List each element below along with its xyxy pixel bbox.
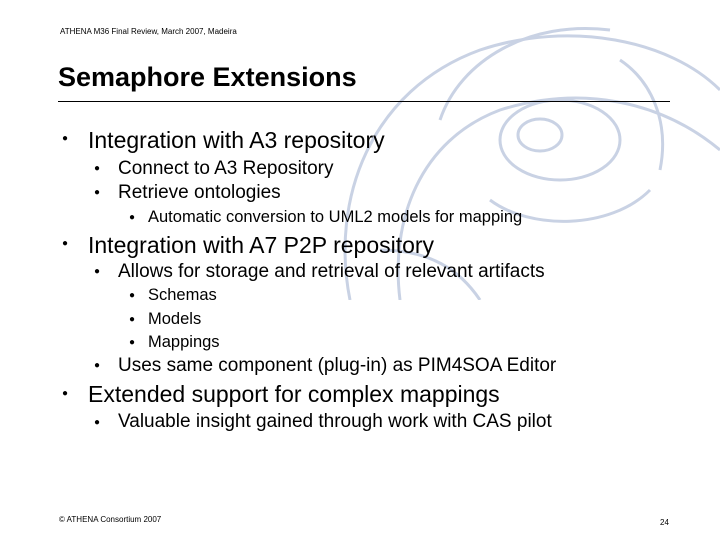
bullet-cas-pilot: Valuable insight gained through work with CAS pilot <box>118 411 552 432</box>
title-divider <box>58 101 670 102</box>
bullet-icon: ● <box>129 314 136 325</box>
bullet-icon: ● <box>94 163 101 174</box>
slide-title: Semaphore Extensions <box>58 62 357 92</box>
bullet-same-component: Uses same component (plug-in) as PIM4SOA Editor <box>118 355 557 376</box>
footer-copyright: © ATHENA Consortium 2007 <box>59 515 162 524</box>
bullet-icon: ● <box>94 360 101 371</box>
bullet-icon: ● <box>129 337 136 348</box>
bullet-storage-retrieval: Allows for storage and retrieval of relevant artifacts <box>118 261 545 282</box>
bullet-mappings: Mappings <box>148 333 220 351</box>
bullet-models: Models <box>148 310 202 328</box>
header-note: ATHENA M36 Final Review, March 2007, Madeira <box>60 27 237 36</box>
bullet-icon: ● <box>94 266 101 277</box>
bullet-retrieve-ontologies: Retrieve ontologies <box>118 182 281 203</box>
bullet-icon: ● <box>62 388 69 399</box>
bullet-icon: ● <box>129 290 136 301</box>
bullet-a3-repository: Integration with A3 repository <box>88 127 385 153</box>
bullet-connect-a3: Connect to A3 Repository <box>118 158 334 179</box>
bullet-icon: ● <box>62 133 69 144</box>
bullet-icon: ● <box>94 417 101 428</box>
bullet-schemas: Schemas <box>148 286 217 304</box>
bullet-icon: ● <box>62 238 69 249</box>
bullet-automatic-conversion: Automatic conversion to UML2 models for mapping <box>148 208 523 226</box>
bullet-a7-repository: Integration with A7 P2P repository <box>88 232 435 258</box>
page-number: 24 <box>660 518 669 527</box>
bullet-icon: ● <box>129 212 136 223</box>
bullet-icon: ● <box>94 187 101 198</box>
bullet-complex-mappings: Extended support for complex mappings <box>88 381 500 407</box>
